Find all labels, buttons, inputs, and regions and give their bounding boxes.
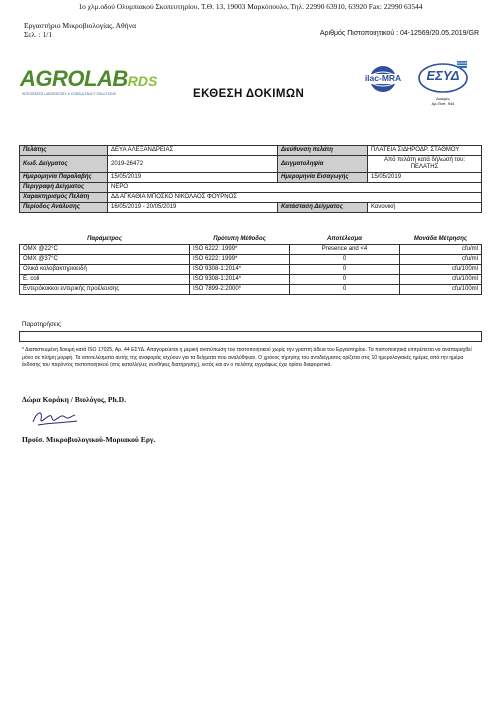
analysis-period-label: Περίοδος Ανάλυσης xyxy=(20,203,108,213)
report-title: ΕΚΘΕΣΗ ΔΟΚΙΜΩΝ xyxy=(193,88,305,100)
result-value: 0 xyxy=(290,255,400,265)
lab-address-line: 1ο χλμ.οδού Ολυμπιακού Σκοπευτηρίου, Τ.Θ. 13, 19003 Μαρκόπουλο, Τηλ. 22990 63910, 63920 Fax: 22990 63544 xyxy=(78,2,423,11)
sampling-label: Δειγματοληψία xyxy=(278,156,368,173)
result-value: 0 xyxy=(290,275,400,285)
client-characterization-value: ΔΔ ΑΓΚΑΘΙΑ ΜΠΟΣΚΟ ΝΙΚΟΛΑΟΣ ΦΟΥΡΝΟΣ xyxy=(108,193,482,203)
result-parameter: Εντερόκοκκοι εντερικής προέλευσης xyxy=(20,285,190,295)
result-unit: cfu/100ml xyxy=(400,265,482,275)
result-row xyxy=(20,255,482,265)
receipt-date-value: 15/05/2019 xyxy=(108,173,278,183)
sample-code-label: Κωδ. Δείγματος xyxy=(20,156,108,173)
info-row xyxy=(20,193,482,203)
esyd-logo xyxy=(415,60,471,110)
client-address-label: Διεύθυνση πελάτη xyxy=(278,146,368,156)
result-parameter: ΟΜΧ @22°C xyxy=(20,245,190,255)
sample-state-value: Κανονική xyxy=(368,203,482,213)
result-method: ISO 6222: 1999* xyxy=(190,255,290,265)
header-method: Πρότυπη Μέθοδος xyxy=(190,235,290,245)
sample-code-value: 2019-26472 xyxy=(108,156,278,173)
lab-name: Εργαστήριο Μικροβιολογίας, Αθήνα xyxy=(24,21,137,30)
header-parameter: Παράμετρος xyxy=(20,235,190,245)
receipt-date-label: Ημερομηνία Παραλαβής xyxy=(20,173,108,183)
result-value: 0 xyxy=(290,265,400,275)
accreditation-footnote: * Διαπιστευμένη δοκιμή κατά ISO 17025, Αρ. 44 ΕΣΥΔ. Απαγορεύεται η μερική ανατύπωση του πιστοποιητικού χωρίς την γραπτή άδεια του Εργαστηρίου. Τα πιστοποιητικά επιτρέπεται να αναπαραχθεί μόνο σε πλήρη μορφή. Τα αποτελέσματα αυτής της αναφοράς ισχύουν για τα δείγματα που αναλύθηκαν. Ο χρόνος τήρησης του αντιδείγματος ορίζεται στις 10 ημερολογιακές ημέρες από την ημέρα έκδοσης του παρόντος πιστοποιητικού (στις καταλλήλες συνθήκες διατήρησης), εκτός και αν ο πελάτης εγγράφως έχει ορίσει διαφορετικά. xyxy=(22,347,472,369)
result-value: Presence and <4 xyxy=(290,245,400,255)
entry-date-label: Ημερομηνία Εισαγωγής xyxy=(278,173,368,183)
notes-label: Παρατηρήσεις xyxy=(22,321,61,328)
esyd-sub2: Αρ.Πιστ. 944 xyxy=(431,101,455,106)
result-row xyxy=(20,285,482,295)
sample-description-label: Περιγραφή Δείγματος xyxy=(20,183,108,193)
result-unit: cfu/ml xyxy=(400,255,482,265)
ilac-mra-logo xyxy=(356,62,410,100)
result-parameter: E. coli xyxy=(20,275,190,285)
result-row xyxy=(20,275,482,285)
info-row xyxy=(20,146,482,156)
header-result: Αποτέλεσμα xyxy=(290,235,400,245)
esyd-sub1: Δοκιμές xyxy=(436,96,450,101)
info-row xyxy=(20,156,482,173)
page-number: Σελ. : 1/1 xyxy=(24,30,53,39)
result-method: ISO 9308-1:2014* xyxy=(190,275,290,285)
info-row xyxy=(20,203,482,213)
client-characterization-label: Χαρακτηρισμός Πελάτη xyxy=(20,193,108,203)
result-row xyxy=(20,265,482,275)
analysis-period-value: 16/05/2019 - 20/05/2019 xyxy=(108,203,278,213)
certificate-number: Αριθμός Πιστοποιητικού : 04-12569/20.05.2019/GR xyxy=(319,30,479,37)
handwritten-signature xyxy=(30,407,82,429)
client-value: ΔΕΥΑ ΑΛΕΞΑΝΔΡΕΙΑΣ xyxy=(108,146,278,156)
results-table xyxy=(19,235,482,295)
result-method: ISO 6222: 1999* xyxy=(190,245,290,255)
header-unit: Μονάδα Μέτρησης xyxy=(400,235,482,245)
result-unit: cfu/100ml xyxy=(400,285,482,295)
result-parameter: Ολικά κολοβακτηριοειδή xyxy=(20,265,190,275)
logo-brand: AGROLAB xyxy=(20,66,128,91)
result-parameter: ΟΜΧ @37°C xyxy=(20,255,190,265)
client-label: Πελάτης xyxy=(20,146,108,156)
sample-description-value: ΝΕΡΟ xyxy=(108,183,482,193)
sample-info-table xyxy=(19,145,482,213)
logo-suffix: RDS xyxy=(127,73,158,89)
result-unit: cfu/ml xyxy=(400,245,482,255)
logo-tagline: INTEGRATED LABORATORY & CONSULTANCY SOLUTIONS xyxy=(22,92,116,96)
result-row xyxy=(20,245,482,255)
result-unit: cfu/100ml xyxy=(400,275,482,285)
result-method: ISO 9308-1:2014* xyxy=(190,265,290,275)
agrolab-logo xyxy=(20,66,190,96)
info-row xyxy=(20,183,482,193)
sample-state-label: Κατάσταση Δείγματος xyxy=(278,203,368,213)
entry-date-value: 15/05/2019 xyxy=(368,173,482,183)
signer-name: Δώρα Κοράκη / Βιολόγος, Ph.D. xyxy=(22,395,127,404)
results-header-row xyxy=(20,235,482,245)
info-row xyxy=(20,173,482,183)
signer-department: Προϊσ. Μικροβιολογικού-Μοριακού Εργ. xyxy=(22,435,156,444)
notes-box xyxy=(19,331,482,342)
result-method: ISO 7899-2:2000* xyxy=(190,285,290,295)
result-value: 0 xyxy=(290,285,400,295)
sampling-value: Από πελάτη κατά δήλωσή του: ΠΕΛΑΤΗΣ xyxy=(368,156,482,173)
esyd-text: ΕΣΥΔ xyxy=(426,68,460,83)
ilac-text: ilac-MRA xyxy=(364,73,402,83)
client-address-value: ΠΛΑΤΕΙΑ ΣΙΔΗΡΟΔΡ. ΣΤΑΘΜΟΥ xyxy=(368,146,482,156)
